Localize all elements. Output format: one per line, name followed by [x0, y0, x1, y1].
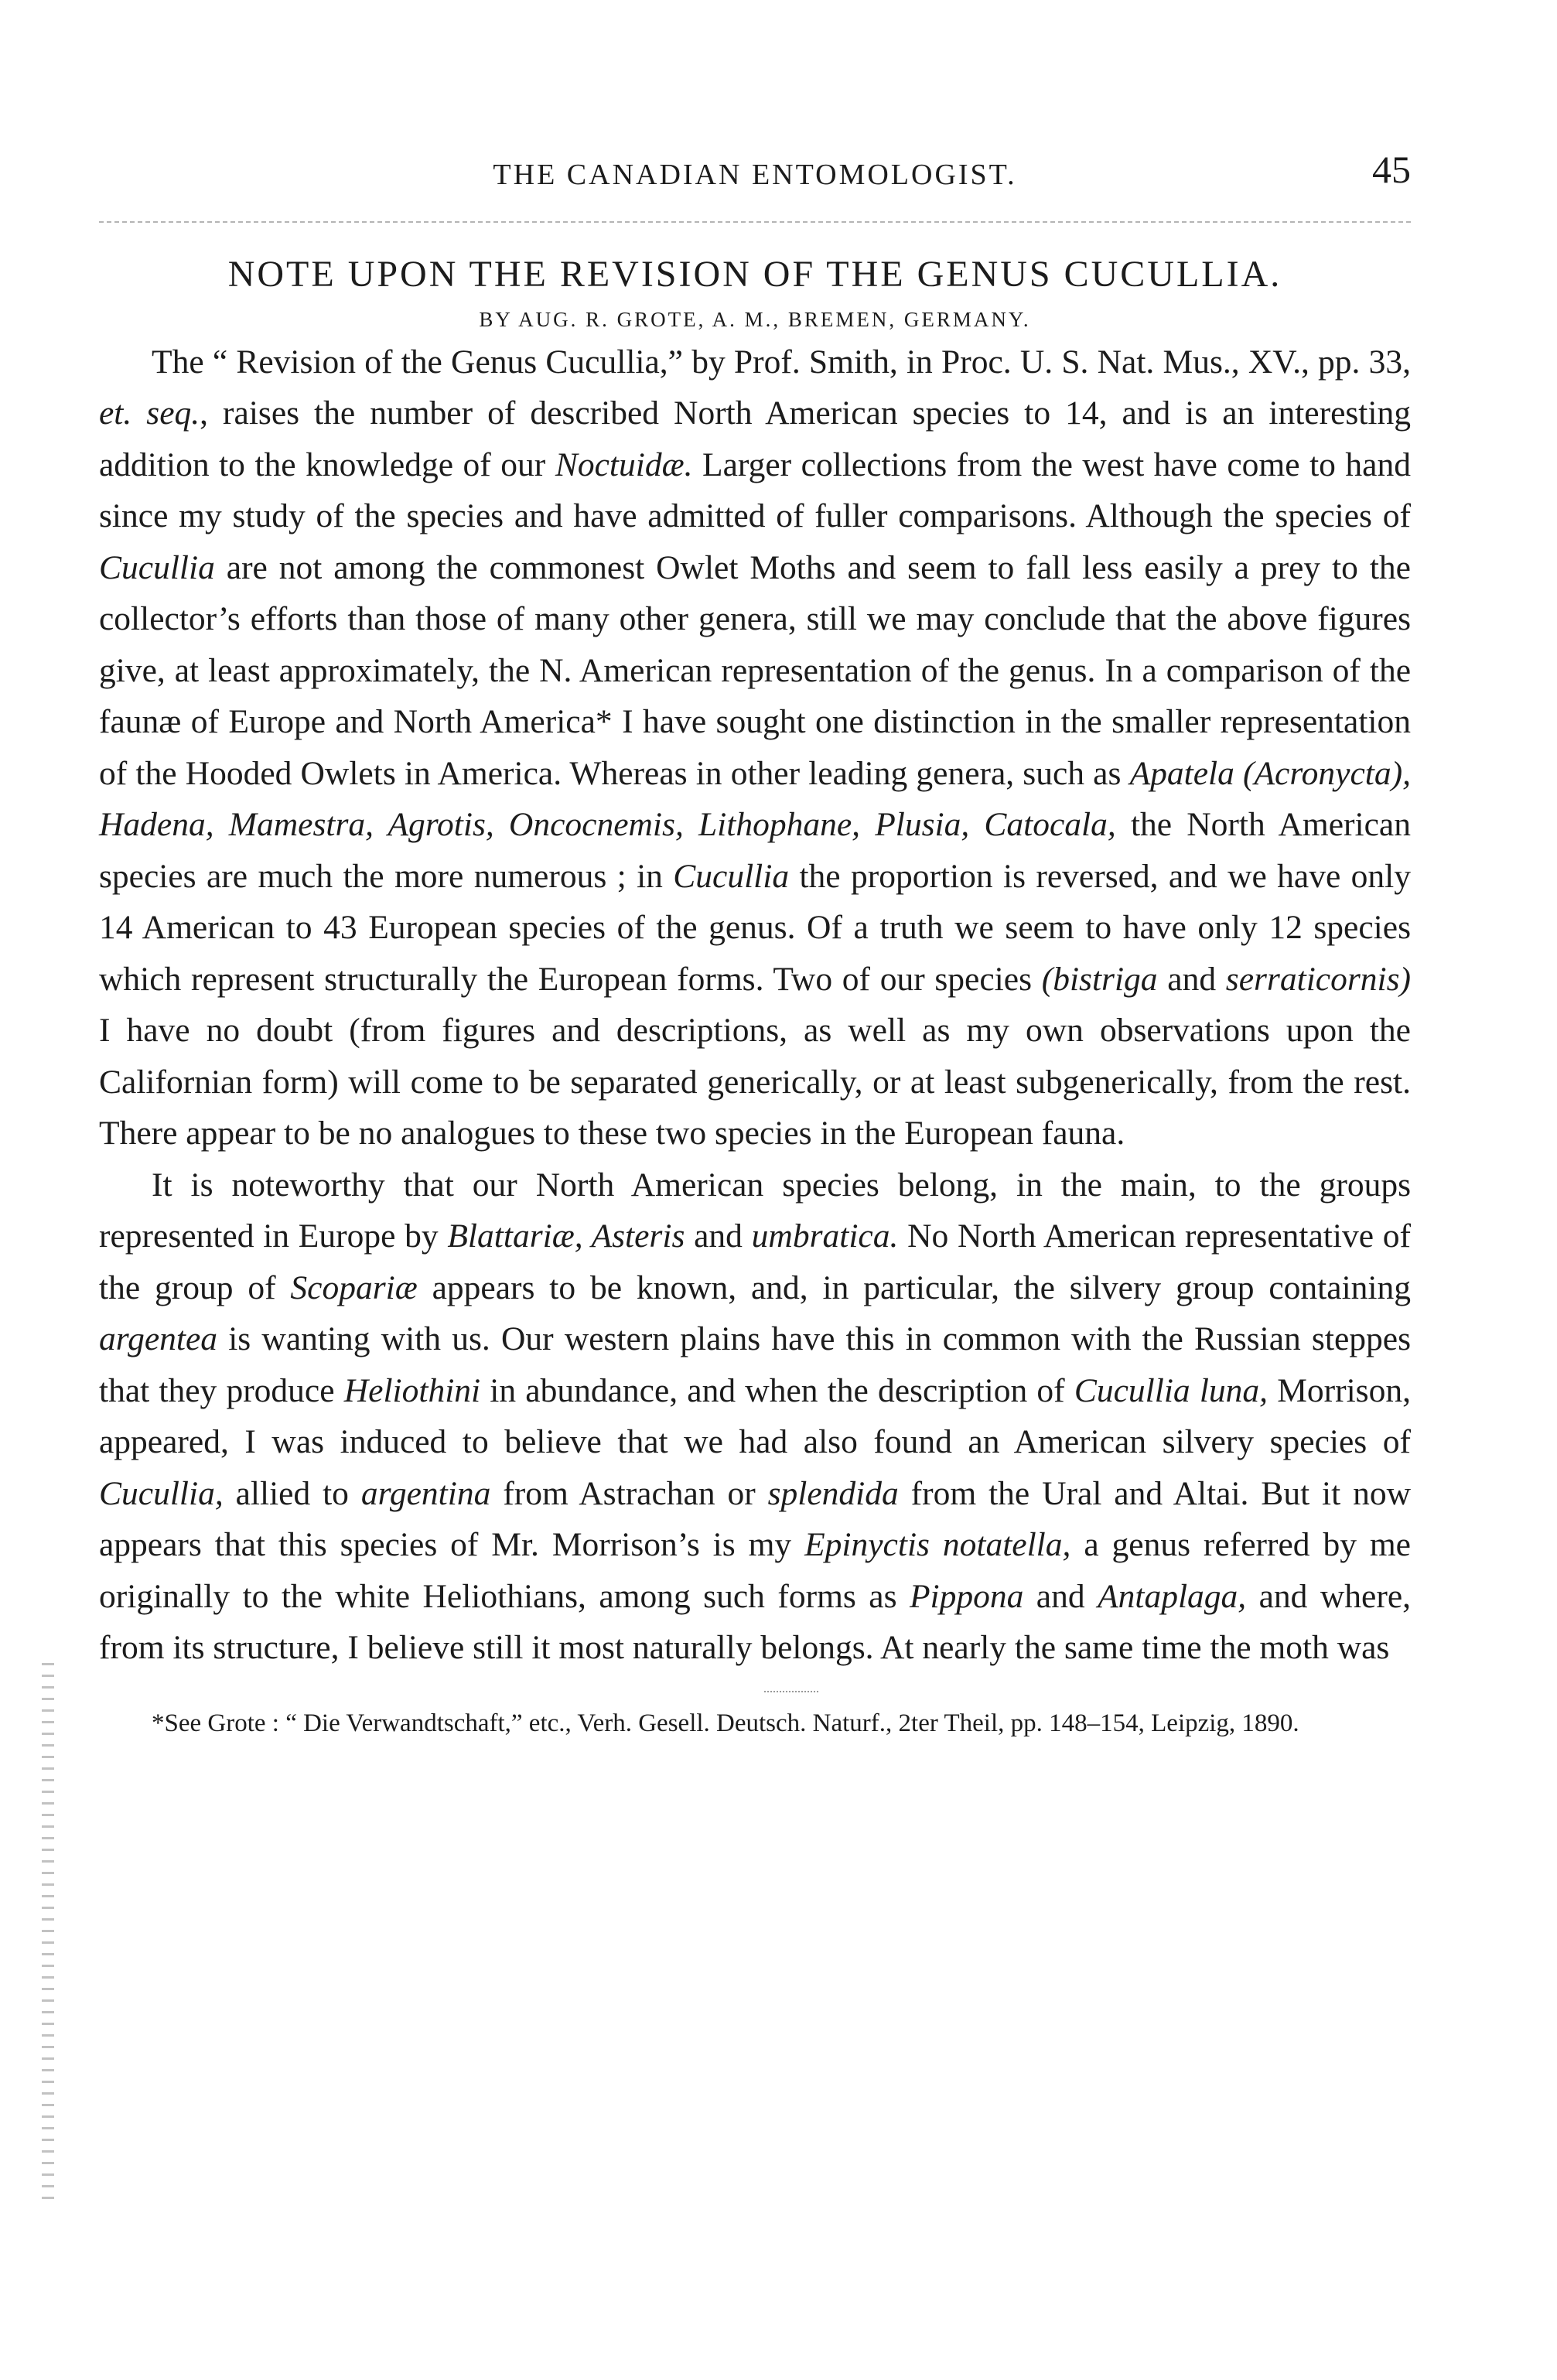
- italic-run: serraticornis): [1225, 960, 1412, 998]
- footnote-rule: [764, 1691, 818, 1692]
- italic-run: Heliothini: [343, 1371, 481, 1409]
- italic-run: Cucullia luna,: [1074, 1371, 1268, 1409]
- text-run: from the Ural and Altai. But it now appears that this species of Mr. Morrison’s is my: [99, 1474, 1411, 1564]
- text-run: It is noteworthy that our North American species belong, in the main, to the groups represented in Europe by: [99, 1166, 1411, 1255]
- text-run: No North American representative of the group of: [99, 1217, 1411, 1306]
- paragraph-1: [99, 336, 1411, 1159]
- italic-run: Scopariæ: [290, 1269, 418, 1306]
- italic-run: Cucullia,: [99, 1474, 224, 1512]
- text-run: in abundance, and when the description of: [480, 1371, 1074, 1409]
- italic-run: Antaplaga,: [1098, 1577, 1247, 1615]
- italic-run: Apatela (Acronycta), Hadena, Mamestra, Agrotis, Oncocnemis, Lithophane, Plusia, Catocala,: [99, 754, 1411, 844]
- italic-run: (bistriga: [1041, 960, 1158, 998]
- text-run: allied to: [223, 1474, 361, 1512]
- article-body: [99, 336, 1411, 1674]
- text-run: I have no doubt (from figures and descriptions, as well as my own observations upon the Californian form) will come to be separated generically, or at least subgenerically, from the rest. There appear to be no analogues to these two species in the European fauna.: [99, 1012, 1411, 1152]
- text-run: are not among the commonest Owlet Moths and seem to fall less easily a prey to the collector’s efforts than those of many other genera, still we may conclude that the above figures give, at least approximately, the N. American representation of the genus. In a comparison of the faunæ of Europe and North America* I have sought one distinction in the smaller representation of the Hooded Owlets in America. Whereas in other leading genera, such as: [99, 548, 1411, 792]
- text-run: the North American species are much the more numerous ; in: [99, 806, 1411, 895]
- text-run: The “ Revision of the Genus Cucullia,” by Prof. Smith, in Proc. U. S. Nat. Mus., XV., pp. 33,: [152, 343, 1411, 381]
- italic-run: et. seq.: [99, 394, 200, 432]
- text-run: and: [685, 1217, 752, 1255]
- text-run: Morrison, appeared, I was induced to believe that we had also found an American silvery species of: [99, 1371, 1411, 1461]
- italic-run: Blattariæ, Asteris: [447, 1217, 685, 1255]
- running-title: THE CANADIAN ENTOMOLOGIST.: [493, 159, 1017, 191]
- text-run: and: [1023, 1577, 1098, 1615]
- text-run: is wanting with us. Our western plains have this in common with the Russian steppes that they produce: [99, 1320, 1411, 1409]
- italic-run: Pippona: [909, 1577, 1024, 1615]
- text-run: Larger collections from the west have come to hand since my study of the species and have admitted of fuller comparisons. Although the species of: [99, 446, 1411, 535]
- text-run: from Astrachan or: [490, 1474, 768, 1512]
- italic-run: umbratica.: [751, 1217, 899, 1255]
- paragraph-2: [99, 1159, 1411, 1674]
- page-number: 45: [1372, 148, 1411, 191]
- italic-run: argentina: [360, 1474, 491, 1512]
- text-run: appears to be known, and, in particular, the silvery group containing: [417, 1269, 1411, 1306]
- italic-run: Epinyctis notatella,: [804, 1526, 1071, 1564]
- text-run: and where, from its structure, I believe still it most naturally belongs. At nearly the same time the moth was: [99, 1577, 1412, 1667]
- italic-run: argentea: [99, 1320, 218, 1358]
- italic-run: Cucullia: [673, 857, 790, 895]
- text-run: the proportion is reversed, and we have only 14 American to 43 European species of the genus. Of a truth we seem to have only 12 species which represent structurally the European forms. Two of our species: [99, 857, 1411, 998]
- italic-run: Noctuidæ.: [555, 446, 693, 483]
- byline: BY AUG. R. GROTE, A. M., BREMEN, GERMANY.: [479, 307, 1031, 331]
- footnote: *See Grote : “ Die Verwandtschaft,” etc., Verh. Gesell. Deutsch. Naturf., 2ter Theil, pp. 148–154, Leipzig, 1890.: [152, 1709, 1299, 1737]
- text-run: a genus referred by me originally to the white Heliothians, among such forms as: [99, 1526, 1411, 1615]
- italic-run: splendida: [767, 1474, 899, 1512]
- page-header: [99, 147, 1411, 201]
- text-run: , raises the number of described North American species to 14, and is an interesting addition to the knowledge of our: [99, 394, 1411, 483]
- italic-run: Cucullia: [99, 548, 215, 586]
- text-run: and: [1157, 960, 1226, 998]
- scan-edge-artifact: [42, 1663, 54, 2204]
- header-rule: [99, 221, 1411, 223]
- article-title: NOTE UPON THE REVISION OF THE GENUS CUCULLIA.: [227, 254, 1282, 295]
- document-page: [99, 147, 1411, 1743]
